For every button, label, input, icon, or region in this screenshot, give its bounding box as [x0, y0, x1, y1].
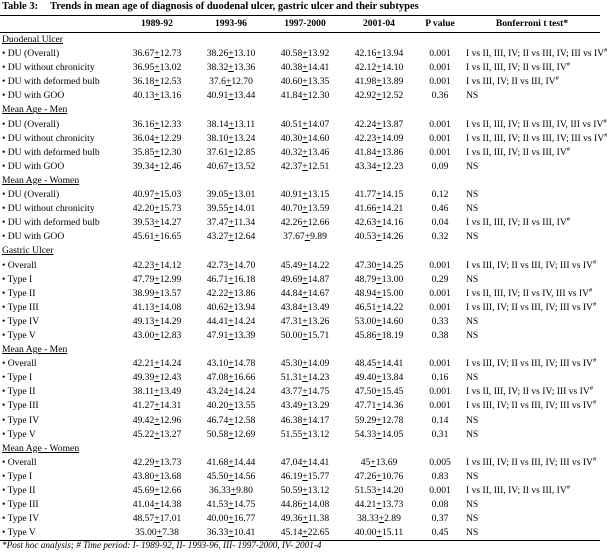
value-1997-2000: 46.19+15.77 — [280, 470, 330, 482]
table-row — [0, 371, 600, 385]
bonferroni-result: I vs III, IV; II vs III, IV; III vs IV# — [466, 356, 597, 370]
value-2001-04: 48.45+14.41 — [354, 358, 404, 370]
row-label: • Overall — [2, 259, 37, 271]
table-row — [0, 118, 600, 132]
table-row — [0, 301, 600, 315]
bonferroni-result: NS — [466, 372, 479, 384]
bonferroni-result: NS — [464, 526, 600, 541]
value-1997-2000: 40.38+14.41 — [280, 62, 330, 74]
value-1989-92: 39.34+12.46 — [132, 160, 182, 172]
row-label: • DU with deformed bulb — [2, 146, 100, 158]
p-value: 0.001 — [429, 386, 451, 398]
bonferroni-result: NS — [466, 203, 479, 215]
bonferroni-result: NS — [466, 428, 479, 440]
table-row — [0, 428, 600, 442]
value-1989-92: 49.13+14.29 — [132, 315, 182, 327]
value-1993-96: 40.91+13.44 — [206, 90, 256, 102]
value-1997-2000: 50.59+13.12 — [280, 485, 330, 496]
row-label: • Overall — [2, 456, 37, 468]
bonferroni-result: I vs III, IV; II vs III, IV; III vs IV# — [466, 258, 597, 271]
bonferroni-result: NS — [466, 160, 479, 172]
table-row — [0, 512, 600, 526]
row-label: • Type I — [2, 470, 33, 482]
value-1997-2000: 40.60+13.35 — [280, 76, 330, 88]
table-row — [0, 315, 600, 329]
row-label: • Type I — [2, 273, 33, 285]
value-1989-92: 41.04+14.38 — [132, 499, 182, 511]
value-2001-04: 49.40+13.84 — [354, 372, 404, 384]
value-1997-2000: 40.51+14.07 — [280, 118, 330, 130]
value-1989-92: 40.13+13.16 — [132, 90, 182, 102]
p-value: 0.001 — [429, 76, 451, 88]
value-2001-04: 44.21+13.73 — [354, 499, 404, 511]
p-value: 0.31 — [431, 428, 449, 440]
value-2001-04: 43.34+12.23 — [354, 160, 404, 172]
bonferroni-result: I vs III, IV; II vs III, IV; III vs IV# — [466, 399, 597, 412]
header-cell: Bonferroni t test* — [464, 16, 600, 33]
value-2001-04: 41.98+13.89 — [354, 76, 404, 88]
value-1997-2000: 44.84+14.67 — [280, 287, 330, 299]
value-1997-2000: 50.00+15.71 — [280, 329, 330, 341]
p-value: 0.37 — [431, 513, 449, 525]
p-value: 0.001 — [429, 485, 451, 496]
value-1989-92: 36.04+12.29 — [132, 132, 182, 144]
section-label: Duodenal Ulcer — [2, 34, 64, 45]
header-cell: 2001-04 — [342, 16, 416, 33]
table-row — [0, 414, 600, 428]
value-1989-92: 39.53+14.27 — [132, 217, 182, 229]
table-title: Trends in mean age of diagnosis of duodenal ulcer, gastric ulcer and their subtypes — [50, 1, 419, 12]
row-label: • Type V — [0, 526, 120, 541]
section-header-row — [0, 343, 600, 357]
row-label: • DU (Overall) — [2, 189, 60, 201]
row-label: • Type IV — [2, 513, 40, 525]
value-2001-04: 38.33+2.89 — [357, 513, 401, 525]
value-1997-2000: 43.49+13.29 — [280, 400, 330, 412]
value-2001-04: 45+13.69 — [360, 456, 398, 468]
value-2001-04: 47.71+14.36 — [354, 400, 404, 412]
value-2001-04: 40.00+15.11 — [342, 526, 416, 541]
table-row — [0, 47, 600, 61]
table-row — [0, 470, 600, 484]
section-label: Mean Age - Men — [2, 344, 68, 356]
hash-mark: # — [566, 61, 571, 68]
value-1993-96: 44.41+14.24 — [206, 315, 256, 327]
value-1989-92: 36.67+12.73 — [132, 48, 182, 60]
header-cell: 1993-96 — [194, 16, 268, 33]
age-trends-table — [0, 15, 607, 541]
value-1989-92: 49.42+12.96 — [132, 414, 182, 426]
table-row — [0, 188, 600, 202]
section-label: Mean Age - Men — [2, 104, 68, 116]
header-cell: 1989-92 — [120, 16, 194, 33]
table-row — [0, 216, 600, 230]
value-1993-96: 38.10+13.24 — [206, 132, 256, 144]
value-1997-2000: 43.77+14.75 — [280, 386, 330, 398]
row-label: • Type IV — [2, 414, 40, 426]
hash-mark: # — [603, 117, 607, 125]
p-value: 0.14 — [431, 414, 449, 426]
table-row — [0, 160, 600, 174]
p-value: 0.04 — [431, 217, 449, 229]
bonferroni-result: NS — [466, 470, 479, 482]
value-1997-2000: 49.36+11.38 — [280, 513, 330, 525]
bonferroni-result: NS — [466, 499, 479, 511]
value-1989-92: 49.39+12.43 — [132, 372, 182, 384]
hash-mark: # — [555, 75, 559, 83]
row-label: • Type I — [2, 372, 33, 384]
row-label: • DU with GOO — [2, 160, 65, 172]
row-label: • Type IV — [2, 315, 40, 327]
section-header-row — [0, 103, 600, 117]
bonferroni-result: I vs II, III, IV; II vs III, IV# — [466, 61, 571, 74]
hash-mark: # — [593, 455, 597, 463]
value-1993-96: 40.67+13.52 — [206, 160, 256, 172]
hash-mark: # — [566, 145, 571, 153]
row-label: • Type V — [2, 428, 36, 440]
p-value: 0.29 — [431, 273, 449, 285]
value-2001-04: 48.79+13.00 — [354, 273, 404, 285]
value-2001-04: 48.94+15.00 — [354, 287, 404, 299]
row-label: • Type II — [2, 287, 36, 299]
value-2001-04: 41.84+13.86 — [354, 146, 404, 158]
value-1997-2000: 51.31+14.23 — [280, 372, 330, 384]
value-1997-2000: 40.58+13.92 — [280, 48, 330, 60]
value-2001-04: 54.33+14.05 — [354, 428, 404, 440]
table-row — [0, 456, 600, 470]
row-label: • Type III — [2, 499, 39, 511]
value-2001-04: 45.86+18.19 — [354, 329, 404, 341]
row-label: • DU with GOO — [2, 90, 65, 102]
p-value: 0.36 — [431, 90, 449, 102]
value-1997-2000: 42.37+12.51 — [280, 160, 330, 172]
value-1989-92: 45.69+12.66 — [132, 485, 182, 496]
value-2001-04: 47.26+10.76 — [354, 470, 404, 482]
row-label: • Type III — [2, 400, 39, 412]
value-1993-96: 47.08+16.66 — [206, 372, 256, 384]
value-1997-2000: 40.32+13.46 — [280, 146, 330, 158]
value-1989-92: 47.79+12.99 — [132, 273, 182, 285]
value-1997-2000: 47.04+14.41 — [280, 456, 330, 468]
value-1989-92: 41.13+14.08 — [132, 301, 182, 313]
value-1989-92: 42.20+15.73 — [132, 203, 182, 215]
section-label: Mean Age - Women — [2, 174, 80, 186]
row-label: • DU with GOO — [2, 231, 65, 243]
value-1993-96: 40.00+16.77 — [206, 513, 256, 525]
value-2001-04: 42.12+14.10 — [354, 62, 404, 74]
value-1993-96: 36.33+10.41 — [194, 526, 268, 541]
value-1989-92: 42.23+14.12 — [132, 259, 182, 271]
bonferroni-result: I vs III, IV; II vs III, IV; III vs IV# — [466, 300, 597, 313]
value-2001-04: 42.63+14.16 — [354, 217, 404, 229]
value-1993-96: 37.6+12.70 — [209, 76, 253, 88]
value-2001-04: 51.53+14.20 — [354, 485, 404, 496]
value-1997-2000: 49.69+14.87 — [280, 273, 330, 285]
hash-mark: # — [566, 216, 571, 224]
value-1989-92: 43.80+13.68 — [132, 470, 182, 482]
table-row — [0, 287, 600, 301]
table-body — [0, 33, 607, 541]
bonferroni-result: NS — [466, 273, 479, 285]
value-1989-92: 36.16+12.33 — [132, 118, 182, 130]
value-1989-92: 48.57+17.01 — [132, 513, 182, 525]
p-value: 0.001 — [429, 118, 451, 130]
value-1997-2000: 47.31+13.26 — [280, 315, 330, 327]
value-2001-04: 46.51+14.22 — [354, 301, 404, 313]
table-row — [0, 75, 600, 89]
value-1997-2000: 40.70+13.59 — [280, 203, 330, 215]
row-label: • DU (Overall) — [2, 48, 60, 60]
value-2001-04: 42.24+13.87 — [354, 118, 404, 130]
p-value: 0.46 — [431, 203, 449, 215]
table-row — [0, 146, 600, 160]
section-header-row — [0, 244, 600, 258]
value-1993-96: 40.62+13.94 — [206, 301, 256, 313]
value-1993-96: 38.26+13.10 — [206, 48, 256, 60]
bonferroni-result: I vs III, IV; II vs III, IV; III vs IV# — [466, 455, 597, 468]
value-1993-96: 47.91+13.39 — [206, 329, 256, 341]
table-caption — [2, 1, 419, 12]
bonferroni-result: I vs II, III, IV; II vs III, IV# — [466, 145, 571, 158]
hash-mark: # — [566, 483, 571, 491]
value-1993-96: 36.33+9.80 — [209, 485, 253, 496]
bonferroni-result: I vs II, III, IV; II vs IV; III vs IV# — [466, 385, 594, 398]
hash-mark: # — [589, 385, 594, 393]
row-label: • DU without chronicity — [2, 203, 95, 215]
section-header-row — [0, 174, 600, 188]
p-value: 0.001 — [429, 301, 451, 313]
bonferroni-result: NS — [466, 414, 479, 426]
value-1989-92: 36.18+12.53 — [132, 76, 182, 88]
value-1993-96: 46.74+12.58 — [206, 414, 256, 426]
value-1993-96: 42.22+13.86 — [206, 287, 256, 299]
section-header-row — [0, 442, 600, 456]
value-1993-96: 37.47+11.34 — [206, 217, 256, 229]
table-row — [0, 230, 600, 244]
p-value: 0.001 — [429, 62, 451, 74]
bonferroni-result: I vs II, III, IV; II vs III, IV; III vs IV — [464, 132, 600, 146]
table-row — [0, 357, 600, 371]
value-1993-96: 37.61+12.85 — [206, 146, 256, 158]
p-value: 0.83 — [431, 470, 449, 482]
p-value: 0.001 — [429, 259, 451, 271]
p-value: 0.33 — [431, 315, 449, 327]
table-row — [0, 329, 600, 343]
section-label: Mean Age - Women — [2, 442, 80, 454]
hash-mark: # — [593, 300, 597, 308]
value-1989-92: 38.99+13.57 — [132, 287, 182, 299]
value-2001-04: 40.53+14.26 — [354, 231, 404, 243]
table-row — [0, 526, 600, 541]
value-1993-96: 41.68+14.44 — [206, 456, 256, 468]
row-label: • Type III — [2, 301, 39, 313]
header-cell — [0, 16, 120, 33]
p-value: 0.001 — [429, 146, 451, 158]
table-row — [0, 385, 600, 399]
value-1997-2000: 40.30+14.60 — [280, 132, 330, 144]
value-1997-2000: 43.84+13.49 — [280, 301, 330, 313]
row-label: • Overall — [2, 358, 37, 370]
bonferroni-result: NS — [466, 231, 479, 243]
value-1993-96: 42.73+14.70 — [206, 259, 256, 271]
section-header-row — [0, 33, 600, 48]
value-1993-96: 46.71+16.18 — [206, 273, 256, 285]
row-label: • Type II — [2, 485, 36, 496]
value-1993-96: 41.53+14.75 — [206, 499, 256, 511]
value-1989-92: 40.97+15.03 — [132, 189, 182, 201]
value-1993-96: 39.05+13.01 — [206, 189, 256, 201]
p-value: 0.001 — [429, 48, 451, 60]
bonferroni-result: NS — [466, 513, 479, 525]
table-row — [0, 259, 600, 273]
bonferroni-result: I vs II, III, IV; II vs III, IV; III vs IV — [464, 47, 600, 61]
row-label: • Type II — [2, 386, 36, 398]
value-2001-04: 41.66+14.21 — [354, 203, 404, 215]
value-1997-2000: 46.38+14.17 — [280, 414, 330, 426]
row-label: • DU with deformed bulb — [2, 76, 100, 88]
value-1989-92: 35.85+12.30 — [132, 146, 182, 158]
bonferroni-result: I vs II, III, IV; II vs III, IV# — [466, 216, 571, 229]
bonferroni-result: I vs II, III, IV; II vs III, IV, III vs IV# — [466, 117, 607, 130]
p-value: 0.001 — [429, 287, 451, 299]
table-footnote: *Post hoc analysis; # Time period: I- 1989-92, II- 1993-96, III- 1997-2000, IV- 2001-4 — [2, 540, 322, 550]
value-1993-96: 45.50+14.56 — [206, 470, 256, 482]
table-row — [0, 484, 600, 498]
row-label: • DU without chronicity — [2, 132, 95, 144]
value-2001-04: 53.00+14.60 — [354, 315, 404, 327]
value-1993-96: 43.27+12.64 — [206, 231, 256, 243]
table-row — [0, 399, 600, 413]
value-1997-2000: 42.26+12.66 — [280, 217, 330, 229]
value-1997-2000: 37.67+9.89 — [283, 231, 327, 243]
p-value: 0.09 — [431, 160, 449, 172]
section-label: Gastric Ulcer — [2, 245, 54, 257]
bonferroni-result: NS — [466, 315, 479, 327]
row-label: • DU (Overall) — [2, 118, 60, 130]
value-1993-96: 38.32+13.36 — [206, 62, 256, 74]
value-1997-2000: 45.49+14.22 — [280, 259, 330, 271]
table-row — [0, 61, 600, 75]
bonferroni-result: I vs II, III, IV; II vs III, IV# — [466, 483, 571, 496]
hash-mark: # — [593, 356, 597, 364]
p-value: 0.001 — [429, 400, 451, 412]
bonferroni-result: I vs III, IV; II vs III, IV# — [466, 75, 559, 88]
value-1993-96: 39.55+14.01 — [206, 203, 256, 215]
value-1989-92: 35.00+7.38 — [120, 526, 194, 541]
value-1993-96: 50.58+12.69 — [206, 428, 256, 440]
header-row — [0, 16, 600, 33]
value-1997-2000: 51.55+13.12 — [280, 428, 330, 440]
value-1993-96: 40.20+13.55 — [206, 400, 256, 412]
p-value: 0.12 — [431, 189, 449, 201]
row-label: • DU with deformed bulb — [2, 217, 100, 229]
hash-mark: # — [589, 286, 593, 294]
p-value: 0.38 — [431, 329, 449, 341]
value-2001-04: 47.30+14.25 — [354, 259, 404, 271]
value-1989-92: 36.95+13.02 — [132, 62, 182, 74]
value-1989-92: 43.00+12.83 — [132, 329, 182, 341]
value-1989-92: 42.21+14.24 — [132, 358, 182, 370]
value-2001-04: 42.16+13.94 — [354, 48, 404, 60]
value-1997-2000: 40.91+13.15 — [280, 189, 330, 201]
p-value: 0.45 — [416, 526, 464, 541]
row-label: • DU without chronicity — [2, 62, 95, 74]
value-1989-92: 45.61+16.65 — [132, 231, 182, 243]
header-cell: 1997-2000 — [268, 16, 342, 33]
value-2001-04: 41.77+14.15 — [354, 189, 404, 201]
value-1997-2000: 41.84+12.30 — [280, 90, 330, 102]
table-number: Table 3: — [2, 1, 39, 12]
table-row — [0, 498, 600, 512]
row-label: • Type V — [2, 329, 36, 341]
bonferroni-result: NS — [466, 189, 479, 201]
bonferroni-result: I vs II, III, IV; II vs IV, III vs IV# — [466, 286, 593, 299]
bonferroni-result: NS — [466, 329, 479, 341]
value-1989-92: 41.27+14.31 — [132, 400, 182, 412]
value-2001-04: 47.50+15.45 — [354, 386, 404, 398]
value-2001-04: 42.92+12.52 — [354, 90, 404, 102]
p-value: 0.001 — [429, 132, 451, 144]
p-value: 0.001 — [429, 358, 451, 370]
value-1989-92: 38.11+13.49 — [132, 386, 182, 398]
bonferroni-result: NS — [466, 90, 479, 102]
p-value: 0.005 — [429, 456, 451, 468]
value-1989-92: 45.22+13.27 — [132, 428, 182, 440]
value-1997-2000: 45.30+14.09 — [280, 358, 330, 370]
hash-mark: # — [593, 399, 597, 407]
p-value: 0.32 — [431, 231, 449, 243]
value-2001-04: 42.23+14.09 — [354, 132, 404, 144]
value-1993-96: 43.24+14.24 — [206, 386, 256, 398]
value-1993-96: 38.14+13.11 — [206, 118, 256, 130]
p-value: 0.16 — [431, 372, 449, 384]
value-1993-96: 43.10+14.78 — [206, 358, 256, 370]
p-value: 0.08 — [431, 499, 449, 511]
table-row — [0, 273, 600, 287]
table-row — [0, 89, 600, 103]
value-1997-2000: 44.86+14.08 — [280, 499, 330, 511]
table-row — [0, 132, 600, 146]
value-1989-92: 42.29+13.73 — [132, 456, 182, 468]
value-2001-04: 59.29+12.78 — [354, 414, 404, 426]
header-cell: P value — [416, 16, 464, 33]
hash-mark: # — [593, 258, 597, 266]
value-1997-2000: 45.14+22.65 — [268, 526, 342, 541]
table-row — [0, 202, 600, 216]
